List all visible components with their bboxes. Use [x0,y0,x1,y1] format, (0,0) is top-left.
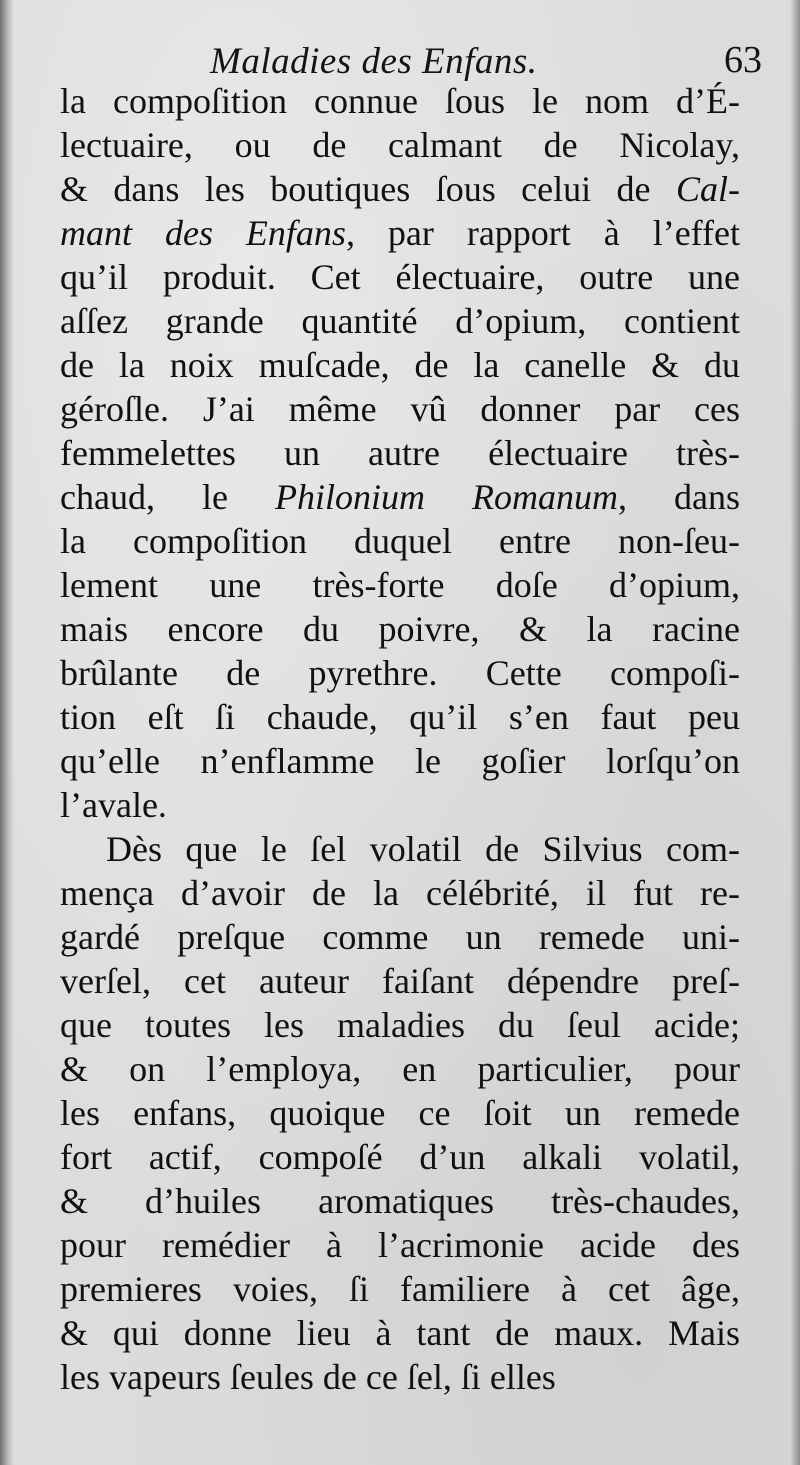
text-run: chaud, le [60,477,275,517]
text-run: qu’elle n’enflamme le goſier lorſqu’on [60,741,740,781]
text-run: tion eſt ſi chaude, qu’il s’en faut peu [60,697,740,737]
text-run: la compoſition connue ſous le nom d’É- [60,81,740,121]
text-run: qu’il produit. Cet électuaire, outre une [60,257,740,297]
text-line [60,739,740,783]
text-run: lectuaire, ou de calmant de Nicolay, [60,125,740,165]
page-right-edge-shadow [790,0,800,1465]
text-run: que toutes les maladies du ſeul acide; [60,1005,740,1045]
text-line [60,1179,740,1223]
paragraph [60,79,740,827]
text-line [60,563,740,607]
text-line [60,695,740,739]
text-run: lement une très-forte doſe d’opium, [60,565,740,605]
text-run: premieres voies, ſi familiere à cet âge, [60,1269,740,1309]
running-head [60,34,770,84]
text-run: brûlante de pyrethre. Cette compoſi- [60,653,740,693]
text-line [60,343,740,387]
text-line [60,1267,740,1311]
text-run: & d’huiles aromatiques très-chaudes, [60,1181,740,1221]
text-line [60,959,740,1003]
text-run: l’avale. [60,785,167,825]
text-run: aſſez grande quantité d’opium, contient [60,301,740,341]
text-line [60,79,740,123]
text-line [60,519,740,563]
text-line [60,299,740,343]
text-line [60,827,740,871]
text-run: la compoſition duquel entre non-ſeu- [60,521,740,561]
paragraph [60,827,740,1399]
text-run: fort actif, compoſé d’un alkali volatil, [60,1137,740,1177]
italic-text: mant des Enfans [60,213,346,253]
italic-text: Philonium Romanum [274,477,618,517]
body-text [60,79,740,1399]
text-line [60,871,740,915]
text-line [60,1355,740,1399]
text-run: Dès que le ſel volatil de Silvius com- [106,829,740,869]
text-line [60,387,740,431]
text-line [60,1135,740,1179]
text-run: les enfans, quoique ce ſoit un remede [60,1093,740,1133]
text-line [60,123,740,167]
text-run: mais encore du poivre, & la racine [60,609,740,649]
italic-text: Cal- [675,169,740,209]
page-left-edge-shadow [0,0,14,1465]
text-line [60,1047,740,1091]
text-line [60,167,740,211]
text-run: pour remédier à l’acrimonie acide des [60,1225,740,1265]
text-run: & qui donne lieu à tant de maux. Mais [60,1313,740,1353]
text-line [60,1003,740,1047]
text-line [60,1223,740,1267]
text-run: gardé preſque comme un remede uni- [60,917,740,957]
text-line [60,1311,740,1355]
text-line [60,783,740,827]
text-line [60,651,740,695]
text-run: , par rapport à l’effet [345,213,740,253]
text-run: femmelettes un autre électuaire très- [60,433,740,473]
text-run: , dans [617,477,740,517]
text-run: & on l’employa, en particulier, pour [60,1049,740,1089]
text-run: verſel, cet auteur faiſant dépendre preſ- [60,961,740,1001]
text-line [60,1091,740,1135]
text-line [60,607,740,651]
text-run: géroſle. J’ai même vû donner par ces [60,389,740,429]
text-run: mença d’avoir de la célébrité, il fut re- [60,873,740,913]
text-line [60,475,740,519]
text-line [60,915,740,959]
text-run: les vapeurs ſeules de ce ſel, ſi elles [60,1357,556,1397]
text-run: & dans les boutiques ſous celui de [60,169,676,209]
text-line [60,431,740,475]
text-line [60,211,740,255]
text-run: de la noix muſcade, de la canelle & du [60,345,740,385]
text-line [60,255,740,299]
page-number: 63 [724,39,762,81]
running-title: Maladies des Enfans. [210,41,538,82]
